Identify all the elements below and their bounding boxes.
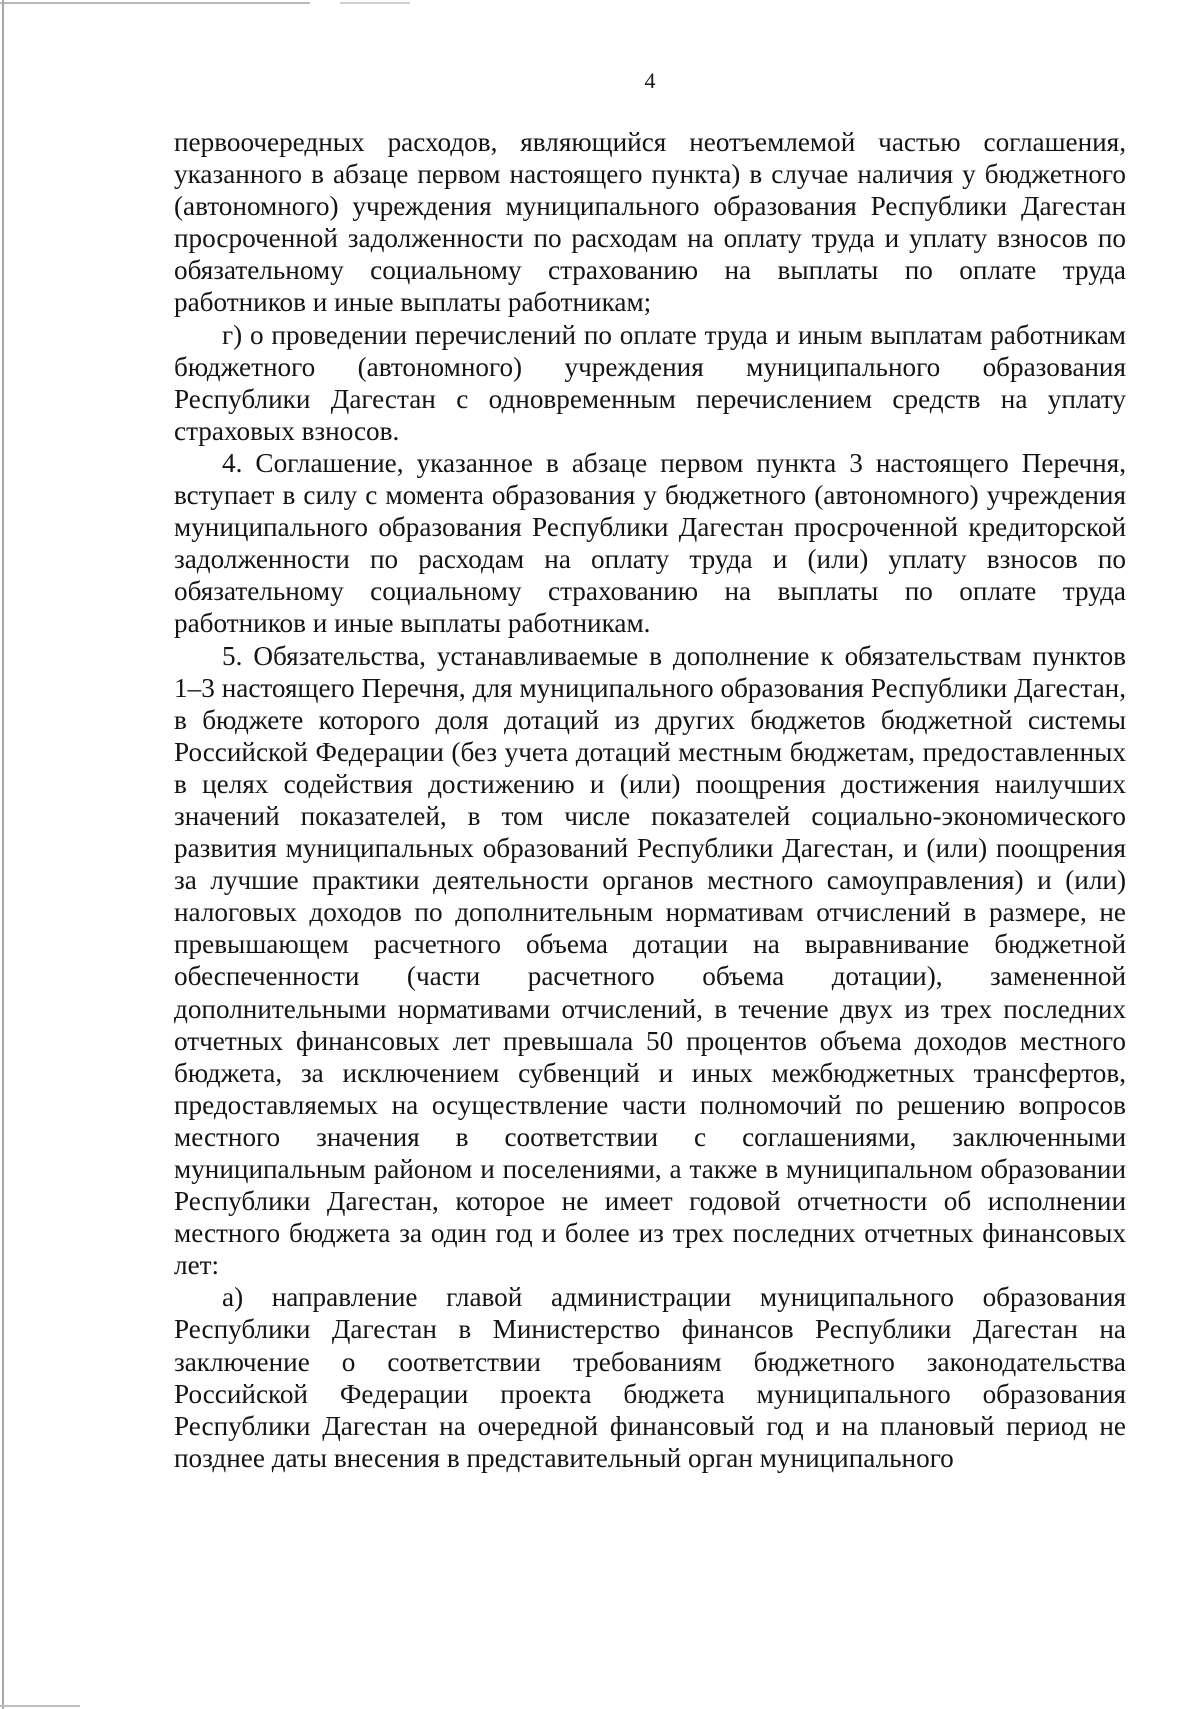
scan-edge-line	[0, 1705, 80, 1707]
scan-edge-line	[2, 0, 4, 1709]
document-body	[174, 126, 1126, 1474]
paragraph-point-4: 4. Соглашение, указанное в абзаце первом пункта 3 настоящего Перечня, вступает в силу с момента образования у бюджетного (автономного) учреждения муниципального образования Республики Дагестан просроченной кредиторской задолженности по расходам на оплату труда и (или) уплату взносов по обязательному социальному страхованию на выплаты по оплате труда работников и иные выплаты работникам.	[174, 447, 1126, 639]
paragraph-point-5: 5. Обязательства, устанавливаемые в дополнение к обязательствам пунктов 1–3 настоящего Перечня, для муниципального образования Республики Дагестан, в бюджете которого доля дотаций из других бюджетов бюджетной системы Российской Федерации (без учета дотаций местным бюджетам, предоставленных в целях содействия достижению и (или) поощрения достижения наилучших значений показателей, в том числе показателей социально-экономического развития муниципальных образований Республики Дагестан, и (или) поощрения за лучшие практики деятельности органов местного самоуправления) и (или) налоговых доходов по дополнительным нормативам отчислений в размере, не превышающем расчетного объема дотации на выравнивание бюджетной обеспеченности (части расчетного объема дотации), замененной дополнительными нормативами отчислений, в течение двух из трех последних отчетных финансовых лет превышала 50 процентов объема доходов местного бюджета, за исключением субвенций и иных межбюджетных трансфертов, предоставляемых на осуществление части полномочий по решению вопросов местного значения в соответствии с соглашениями, заключенными муниципальным районом и поселениями, а также в муниципальном образовании Республики Дагестан, которое не имеет годовой отчетности об исполнении местного бюджета за один год и более из трех последних отчетных финансовых лет:	[174, 640, 1126, 1281]
paragraph-item-a: а) направление главой администрации муниципального образования Республики Дагестан в Министерство финансов Республики Дагестан на заключение о соответствии требованиям бюджетного законодательства Российской Федерации проекта бюджета муниципального образования Республики Дагестан на очередной финансовый год и на плановый период не позднее даты внесения в представительный орган муниципального	[174, 1282, 1126, 1473]
paragraph-continuation: первоочередных расходов, являющийся неотъемлемой частью соглашения, указанного в абзаце первом настоящего пункта) в случае наличия у бюджетного (автономного) учреждения муниципального образования Республики Дагестан просроченной задолженности по расходам на оплату труда и уплату взносов по обязательному социальному страхованию на выплаты по оплате труда работников и иные выплаты работникам;	[174, 127, 1126, 318]
page-number: 4	[644, 68, 656, 93]
scan-edge-line	[340, 2, 410, 4]
scan-edge-line	[0, 2, 310, 4]
paragraph-item-g: г) о проведении перечислений по оплате труда и иным выплатам работникам бюджетного (автономного) учреждения муниципального образования Республики Дагестан с одновременным перечислением средств на уплату страховых взносов.	[174, 319, 1126, 446]
